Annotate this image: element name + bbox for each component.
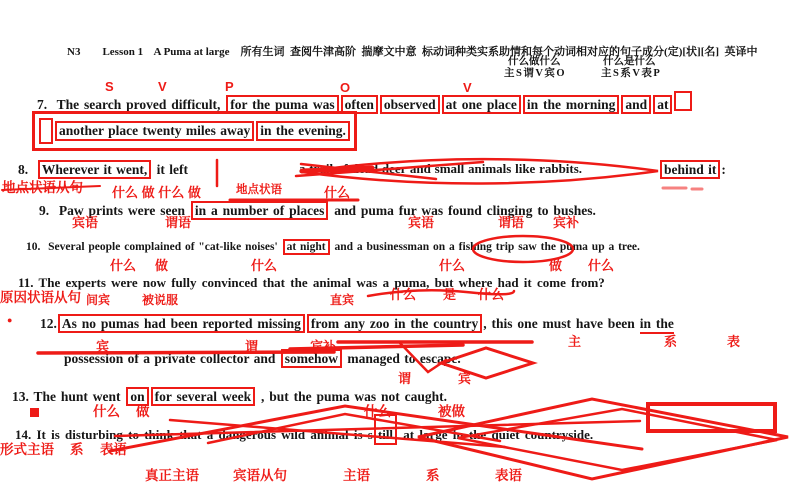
red-grammar-label: 形式主语 <box>0 442 54 457</box>
red-grammar-label: 系 <box>426 468 440 483</box>
boxed-phrase: for several week <box>151 387 255 406</box>
red-grammar-label: 系 <box>664 334 678 349</box>
red-letter-marker: O <box>340 80 351 95</box>
red-grammar-label: 表 <box>727 334 741 349</box>
text-segment: saw the puma up a tree. <box>514 241 640 253</box>
red-letter-marker: P <box>225 79 234 94</box>
boxed-phrase: and <box>621 95 651 114</box>
sentence-10 <box>26 241 640 254</box>
text-segment: it left <box>152 162 188 177</box>
boxed-phrase: at <box>653 95 672 114</box>
diamond-phrase: to escape. <box>404 351 461 366</box>
red-grammar-label: 谓语 <box>165 215 192 230</box>
empty-box <box>39 118 53 144</box>
red-grammar-label: 什么 <box>110 258 137 273</box>
text-segment: , this one must have been <box>483 316 640 331</box>
text-segment: 8. <box>18 162 37 177</box>
boxed-phrase: at night <box>283 239 330 255</box>
sentence-13 <box>12 389 447 405</box>
sentence-7-line-2 <box>32 111 357 151</box>
sentence-12-line-1 <box>40 316 674 332</box>
text-segment: 13. The hunt went <box>12 389 126 404</box>
red-square-13 <box>30 408 39 417</box>
red-letter-marker: V <box>463 80 472 95</box>
boxed-phrase: observed <box>380 95 440 114</box>
boxed-phrase: from any zoo in the country <box>307 314 482 333</box>
red-grammar-label: 被说服 <box>142 293 179 307</box>
red-grammar-label: 谓语 <box>498 215 525 230</box>
text-segment: managed <box>343 351 405 366</box>
underlined-phrase: in the <box>640 316 674 334</box>
red-grammar-label: 宾补 <box>553 215 580 230</box>
red-grammar-label: 什么 <box>588 258 615 273</box>
sentence-8-part-2-struck <box>299 162 582 177</box>
red-grammar-label: 表语 <box>495 468 522 483</box>
empty-rect-13 <box>648 404 775 431</box>
red-grammar-label: 谓 <box>245 339 259 354</box>
red-grammar-label: 谓 <box>398 371 412 386</box>
boxed-phrase: on <box>126 387 148 406</box>
header-line: N3 Lesson 1 A Puma at large 所有生词 查阅牛津高阶 揣摩文中意 标动词种类实系助情和每个动词相对应的句子成分(定)[状][名] 英译中 <box>67 46 758 58</box>
sentence-14 <box>15 428 593 443</box>
red-grammar-label: 是 <box>443 287 457 302</box>
red-grammar-label: ● <box>7 315 13 325</box>
text-segment: , but the puma was not caught. <box>256 389 448 404</box>
text-segment: 14. It is disturbing to think that a dangerous wild animal is s <box>15 427 373 442</box>
header-formula-svp: 主S系V表P <box>601 68 662 79</box>
red-grammar-label: 表语 <box>100 442 127 457</box>
red-grammar-label: 主 <box>568 334 582 349</box>
sentence-7-line-1 <box>37 91 693 113</box>
red-grammar-label: 宾语 <box>72 215 99 230</box>
sentence-8-part-1 <box>18 162 188 178</box>
red-grammar-label: 直宾 <box>330 293 355 307</box>
red-grammar-label: 系 <box>70 442 84 457</box>
boxed-phrase: As no pumas had been reported missing <box>58 314 305 333</box>
red-grammar-label: 什么 <box>93 404 120 419</box>
red-grammar-label: 宾语从句 <box>233 468 287 483</box>
text-segment: 10. Several people complained of "cat-like noises' <box>26 241 282 253</box>
red-grammar-label: 地点状语 <box>236 184 282 196</box>
red-grammar-label: 什么 做 什么 做 <box>112 185 201 200</box>
red-grammar-label: 什么 <box>251 258 278 273</box>
sentence-12-line-2 <box>64 351 461 367</box>
red-grammar-label: 原因状语从句 <box>0 290 81 305</box>
red-grammar-label: 宾语 <box>408 215 435 230</box>
empty-box <box>674 91 692 111</box>
boxed-phrase: at one place <box>442 95 521 114</box>
boxed-phrase: Wherever it went, <box>38 160 151 179</box>
red-grammar-label: 做 <box>155 258 169 273</box>
red-grammar-label: 做 <box>136 404 150 419</box>
text-segment: 9. Paw prints were seen <box>39 203 190 218</box>
boxed-phrase: till <box>374 414 397 445</box>
boxed-phrase: in a number of places <box>191 201 329 220</box>
boxed-phrase: in the evening. <box>256 121 350 141</box>
red-letter-marker: S <box>105 79 114 94</box>
boxed-phrase: behind it <box>660 160 720 179</box>
boxed-phrase: for the puma was <box>226 95 338 114</box>
red-grammar-label: 做 <box>549 258 563 273</box>
text-segment: 12. <box>40 316 57 331</box>
red-grammar-label: 间宾 <box>86 293 111 307</box>
red-grammar-label: 什么 <box>390 287 417 302</box>
boxed-phrase: another place twenty miles away <box>55 121 254 141</box>
red-grammar-label: 宾补 <box>310 339 337 354</box>
red-grammar-label: 被做 <box>438 404 465 419</box>
boxed-phrase: in the morning <box>523 95 620 114</box>
red-grammar-label: 什么 <box>439 258 466 273</box>
boxed-phrase: often <box>341 95 378 114</box>
red-grammar-label: 宾 <box>458 371 472 386</box>
red-letter-marker: V <box>158 79 167 94</box>
text-segment: 11. The experts were now fully convinced that the animal was a puma, but where had it come from? <box>18 275 605 290</box>
header-formula-be: 什么是什么 <box>603 56 656 67</box>
red-grammar-label: 什么 <box>478 287 505 302</box>
text-segment: and puma fur was found clinging to bushes. <box>329 203 596 218</box>
header-formula-svo: 主S谓V宾O <box>504 68 567 79</box>
red-grammar-label: 地点状语从句 <box>2 180 83 195</box>
text-segment: a trail of dead deer and small animals like rabbits. <box>299 161 583 176</box>
red-grammar-label: 真正主语 <box>145 468 199 483</box>
text-segment: possession of a private collector and <box>64 351 280 366</box>
red-grammar-label: 什么 <box>324 185 351 200</box>
text-segment: 7. The search proved difficult, <box>37 97 226 112</box>
boxed-phrase: somehow <box>281 349 342 368</box>
text-segment: and a businessman <box>330 241 434 253</box>
red-grammar-label: 主语 <box>343 468 370 483</box>
header-formula-do: 什么做什么 <box>508 56 561 67</box>
text-segment: at large in the quiet countryside. <box>398 427 594 442</box>
circled-phrase: on a fishing trip <box>433 241 515 253</box>
sentence-11 <box>18 276 605 291</box>
text-segment: : <box>721 162 726 177</box>
sentence-8-part-3 <box>659 162 726 178</box>
red-grammar-label: 什么 <box>364 404 391 419</box>
red-grammar-label: 宾 <box>96 339 110 354</box>
